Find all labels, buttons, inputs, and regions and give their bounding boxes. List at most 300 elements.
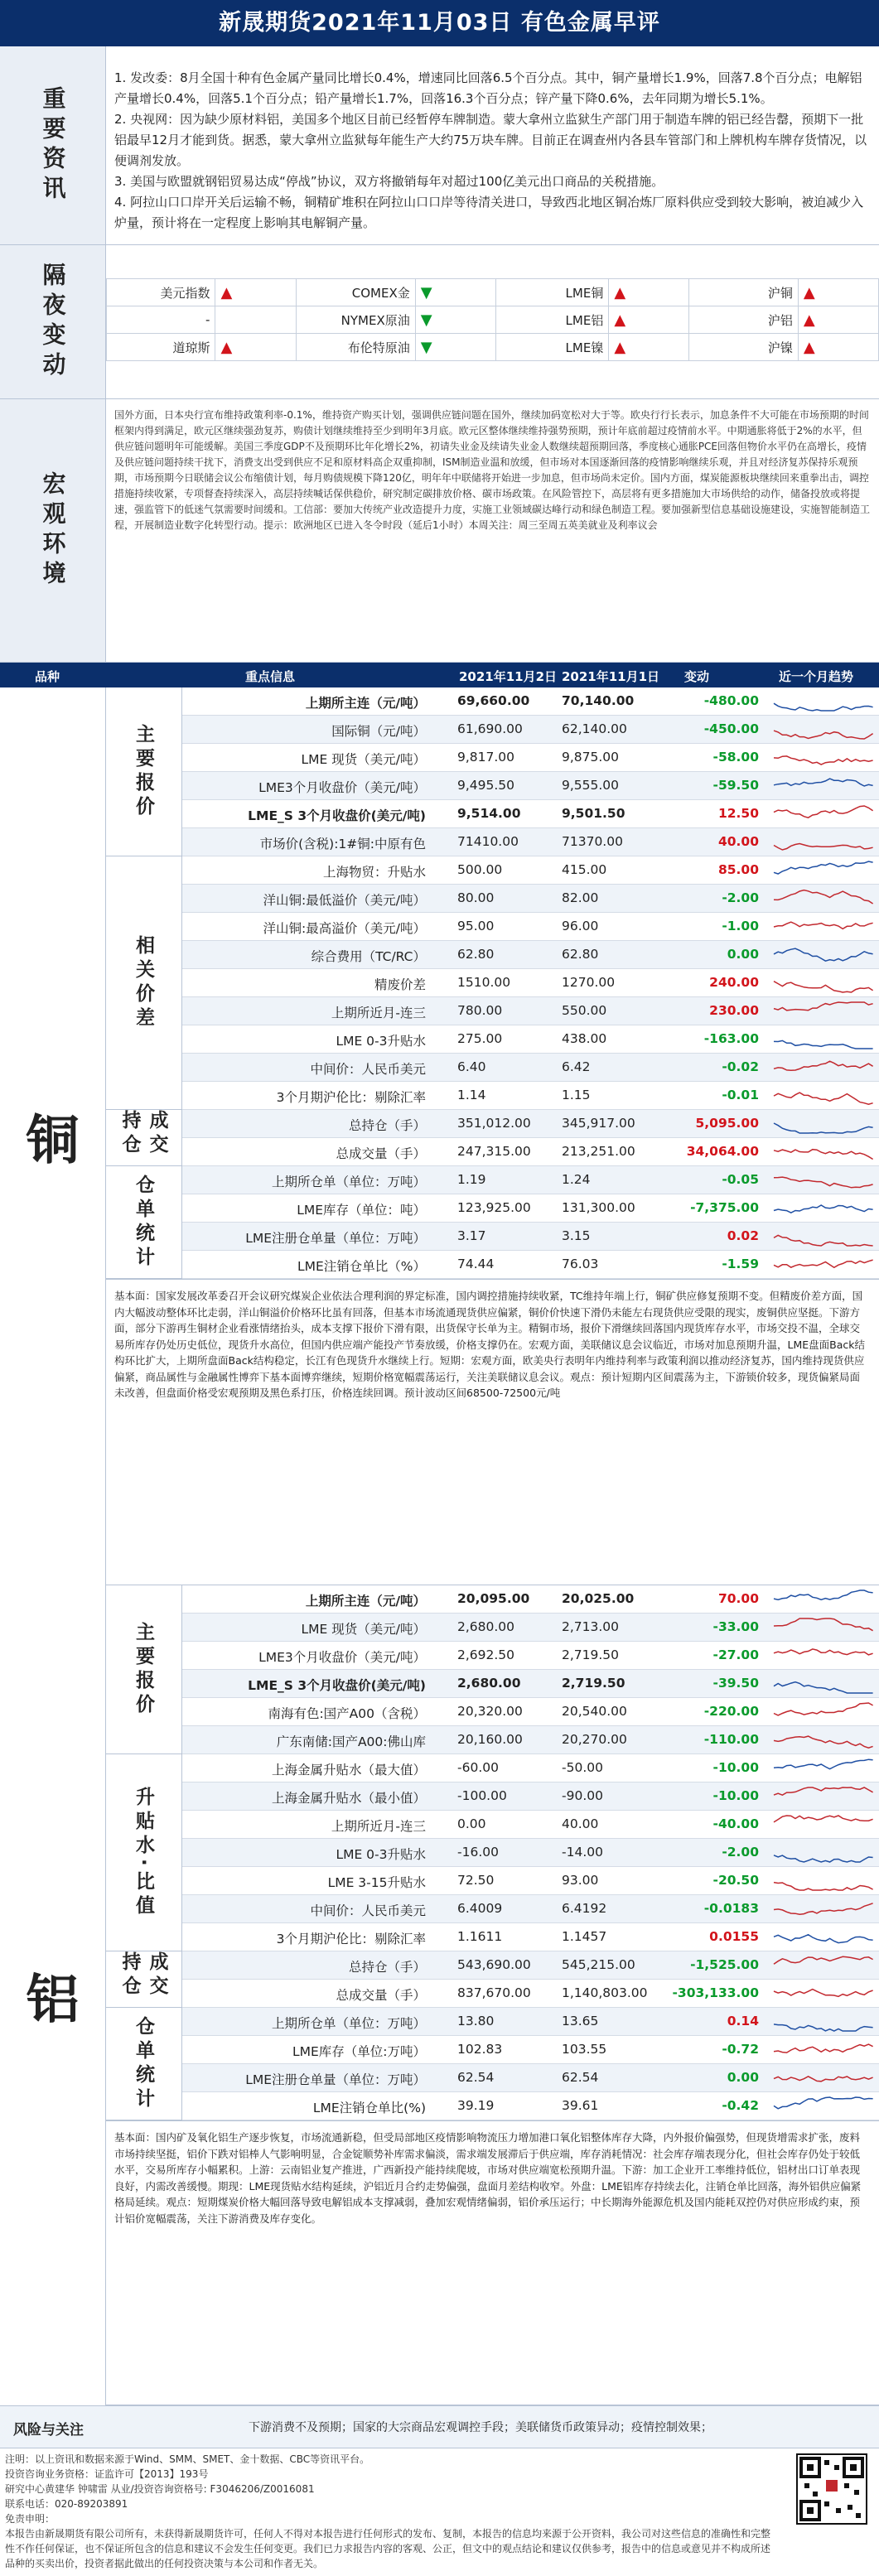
overnight-name: NYMEX原油	[296, 306, 415, 334]
change-value: -2.00	[722, 1845, 759, 1860]
trend-sparkline	[772, 1981, 877, 2006]
value-date1: 275.00	[457, 1031, 503, 1046]
news-side-label: 重要资讯	[0, 46, 106, 244]
trend-sparkline	[772, 1672, 877, 1696]
table-row	[182, 1138, 879, 1166]
up-arrow-icon: ▲	[798, 334, 878, 361]
trend-sparkline	[772, 1615, 877, 1640]
table-row	[182, 772, 879, 800]
row-label: 洋山铜:最低溢价（美元/吨）	[263, 893, 426, 908]
value-date1: 1510.00	[457, 975, 511, 990]
table-row	[182, 1642, 879, 1670]
table-row	[182, 1110, 879, 1138]
row-label: LME3个月收盘价（美元/吨）	[258, 1650, 426, 1665]
footer	[0, 2452, 779, 2571]
table-row	[182, 687, 879, 716]
trend-sparkline	[772, 2038, 877, 2062]
value-date2: 213,251.00	[562, 1144, 635, 1159]
value-date1: 247,315.00	[457, 1144, 531, 1159]
value-date1: 2,692.50	[457, 1647, 515, 1662]
row-label: LME库存（单位：吨）	[297, 1203, 426, 1218]
commentary: 基本面：国内矿及氧化铝生产逐步恢复，市场流通新稳，但受局部地区疫情影响物流压力增加港口氧化铝整体库存大降，内外报价偏强势，但现货增需求扩张，废料市场持续坚挺，铝价下跌对铝棒人气影响明显，合金锭顺势补库需求偏淡，需求端发展滞后于供应端，库存消耗情况：社会库存端表现分化，但社会库存仍处于较低水平，交易所库存小幅累积。上游：云南铝业复产推进，广西新投产能持续爬坡，市场对供应端宽松预期升温。下游：加工企业开工率维持低位，铝材出口订单表现良好，内需改善缓慢。期现：LME现货贴水结构延续，沪铝近月合约走势偏强，盘面月差结构收窄。外盘：LME铝库存持续去化，注销仓单比回落，海外铝供应偏紧格局延续。观点：短期煤炭价格大幅回落导致电解铝成本支撑减弱，叠加宏观情绪偏弱，铝价承压运行；中长期海外能源危机及国内能耗双控仍对供应形成约束，预计铝价宽幅震荡，关注下游消费及库存变化。	[106, 2120, 879, 2405]
value-date2: 345,917.00	[562, 1116, 635, 1131]
row-label: LME注销仓单比（%）	[297, 1259, 426, 1274]
value-date1: 837,670.00	[457, 1985, 531, 2000]
trend-sparkline	[772, 1055, 877, 1080]
group-label: 仓单统计	[106, 1166, 182, 1279]
row-label: LME 3-15升贴水	[327, 1875, 426, 1890]
table-row	[182, 1811, 879, 1839]
trend-sparkline	[772, 971, 877, 996]
value-date1: 95.00	[457, 919, 495, 933]
change-value: 0.00	[727, 947, 759, 962]
change-value: -59.50	[712, 778, 759, 793]
table-row	[182, 1054, 879, 1082]
change-value: -2.00	[722, 890, 759, 905]
change-value: -1.00	[722, 919, 759, 933]
trend-sparkline	[772, 1196, 877, 1221]
value-date2: 1.24	[562, 1172, 591, 1187]
group-label: 相关价差	[106, 856, 182, 1110]
row-label: 上期所主连（元/吨）	[305, 1594, 426, 1609]
value-date1: 9,817.00	[457, 750, 515, 765]
trend-sparkline	[772, 1643, 877, 1668]
table-row	[182, 969, 879, 997]
table-row	[182, 1980, 879, 2008]
footer-line: 投资咨询业务资格：证监许可【2013】193号	[5, 2468, 209, 2480]
trend-sparkline	[772, 1812, 877, 1837]
table-row	[182, 2036, 879, 2064]
trend-sparkline	[772, 1112, 877, 1136]
trend-sparkline	[772, 1027, 877, 1052]
row-label: 总持仓（手）	[348, 1118, 426, 1133]
down-arrow-icon: ▼	[415, 306, 495, 334]
change-value: 85.00	[717, 862, 759, 877]
news-item: 1. 发改委：8月全国十种有色金属产量同比增长0.4%，增速同比回落6.5个百分点。其中，铜产量增长1.9%，回落7.8个百分点；电解铝产量增长0.4%，回落5.1个百分点；铅产量增长1.7%，回落16.3个百分点；锌产量下降0.6%，去年同期为增长5.1%。	[114, 70, 862, 106]
change-value: -0.72	[722, 2042, 759, 2057]
value-date2: 438.00	[562, 1031, 607, 1046]
footer-line: 研究中心黄建华 钟啸雷 从业/投资咨询资格号: F3046206/Z0016081	[5, 2483, 315, 2495]
overnight-name: 沪镍	[689, 334, 798, 361]
trend-sparkline	[772, 1953, 877, 1978]
news-section	[0, 46, 879, 245]
change-value: 230.00	[709, 1003, 759, 1018]
trend-sparkline	[772, 1840, 877, 1865]
value-date2: -14.00	[562, 1845, 603, 1860]
value-date2: 71370.00	[562, 834, 623, 849]
table-row	[182, 1782, 879, 1811]
trend-sparkline	[772, 689, 877, 714]
value-date2: 6.4192	[562, 1901, 607, 1916]
trend-sparkline	[772, 943, 877, 967]
value-date2: 39.61	[562, 2098, 599, 2113]
up-arrow-icon: ▲	[609, 279, 689, 306]
value-date2: 62.80	[562, 947, 599, 962]
row-label: LME注册仓单量（单位：万吨）	[245, 2072, 426, 2087]
change-value: -10.00	[712, 1760, 759, 1775]
group-label: 升贴水·比值	[106, 1754, 182, 1951]
trend-sparkline	[772, 830, 877, 855]
overnight-row	[107, 334, 879, 361]
trend-sparkline	[772, 1140, 877, 1165]
value-date1: 9,514.00	[457, 806, 521, 821]
row-label: 综合费用（TC/RC）	[311, 949, 426, 964]
row-label: 洋山铜:最高溢价（美元/吨）	[263, 921, 426, 936]
overnight-name: 布伦特原油	[296, 334, 415, 361]
overnight-table	[106, 278, 879, 361]
row-label: 总成交量（手）	[336, 1988, 426, 2003]
row-label: 精废价差	[374, 977, 426, 992]
value-date1: 69,660.00	[457, 693, 530, 708]
table-row	[182, 885, 879, 913]
table-row	[182, 800, 879, 828]
change-value: -0.05	[722, 1172, 759, 1187]
row-label: 总成交量（手）	[336, 1146, 426, 1161]
group-label: 主要报价	[106, 1585, 182, 1754]
value-date2: 9,501.50	[562, 806, 625, 821]
news-item: 2. 央视网：因为缺少原材料铝，美国多个地区目前已经暂停车牌制造。蒙大拿州立监狱生产部门用于制造车牌的铝已经告罄，预期下一批铝最早12月才能到货。据悉，蒙大拿州立监狱每年能生产大约75万块车牌。目前正在调查州内各县车管部门和上牌机构车牌存货情况，以便调剂发放。	[114, 112, 867, 168]
group-label: 主要报价	[106, 687, 182, 856]
metal-label: 铜	[0, 687, 106, 1585]
value-date1: 6.4009	[457, 1901, 503, 1916]
news-list	[106, 46, 879, 244]
change-value: -58.00	[712, 750, 759, 765]
row-label: LME 0-3升贴水	[336, 1847, 426, 1862]
value-date1: 2,680.00	[457, 1676, 521, 1691]
overnight-name: LME铜	[495, 279, 609, 306]
change-value: -163.00	[703, 1031, 759, 1046]
row-label: 3个月期沪伦比：剔除汇率	[276, 1090, 426, 1105]
change-value: -303,133.00	[672, 1985, 759, 2000]
value-date2: 9,875.00	[562, 750, 620, 765]
qr-code	[796, 2453, 867, 2525]
row-label: 中间价：人民币美元	[310, 1903, 426, 1918]
table-row	[182, 1726, 879, 1754]
trend-sparkline	[772, 1784, 877, 1809]
row-label: 上期所近月-连三	[331, 1006, 426, 1020]
row-label: 总持仓（手）	[348, 1960, 426, 1975]
table-row	[182, 1223, 879, 1251]
table-row	[182, 716, 879, 744]
table-row	[182, 997, 879, 1025]
up-arrow-icon: ▲	[798, 306, 878, 334]
th-date2: 2021年11月1日	[562, 669, 660, 684]
change-value: -0.02	[722, 1059, 759, 1074]
value-date1: 543,690.00	[457, 1957, 531, 1972]
row-label: LME 现货（美元/吨）	[301, 752, 426, 767]
value-date1: 123,925.00	[457, 1200, 531, 1215]
change-value: -20.50	[712, 1873, 759, 1888]
table-row	[182, 1951, 879, 1980]
table-row	[182, 1698, 879, 1726]
aluminium-block	[0, 1585, 879, 2405]
footer-line: 注明：以上资讯和数据来源于Wind、SMM、SMET、金十数据、CBC等资讯平台。	[5, 2453, 370, 2465]
trend-sparkline	[772, 1756, 877, 1781]
row-label: 上海金属升贴水（最小值）	[271, 1791, 426, 1806]
row-label: 上期所主连（元/吨）	[305, 696, 426, 711]
trend-sparkline	[772, 1728, 877, 1753]
overnight-side-label: 隔夜变动	[0, 245, 106, 398]
news-item: 4. 阿拉山口口岸开关后运输不畅，铜精矿堆积在阿拉山口口岸等待清关进口，导致西北地区铜冶炼厂原料供应受到较大影响，被迫减少入炉量，预计将在一定程度上影响其电解铜产量。	[114, 195, 864, 230]
table-row	[182, 1754, 879, 1782]
value-date1: 2,680.00	[457, 1619, 515, 1634]
trend-sparkline	[772, 886, 877, 911]
value-date1: 1.1611	[457, 1929, 503, 1944]
value-date2: 103.55	[562, 2042, 607, 2057]
macro-side-label: 宏观环境	[0, 399, 106, 662]
value-date2: 9,555.00	[562, 778, 620, 793]
table-row	[182, 1923, 879, 1951]
th-date1: 2021年11月2日	[459, 669, 558, 684]
value-date1: 6.40	[457, 1059, 486, 1074]
metal-label: 铝	[0, 1585, 106, 2405]
value-date1: 72.50	[457, 1873, 495, 1888]
trend-sparkline	[772, 2094, 877, 2119]
value-date2: 3.15	[562, 1228, 591, 1243]
row-label: 上期所仓单（单位：万吨）	[271, 2016, 426, 2031]
trend-sparkline	[772, 858, 877, 883]
footer-line: 免责申明：	[5, 2513, 56, 2525]
table-row	[182, 1867, 879, 1895]
row-label: 上海物贸：升贴水	[322, 865, 426, 880]
value-date2: 1270.00	[562, 975, 616, 990]
value-date1: 3.17	[457, 1228, 486, 1243]
table-header	[0, 663, 879, 687]
value-date2: -90.00	[562, 1788, 603, 1803]
table-row	[182, 941, 879, 969]
value-date2: 93.00	[562, 1873, 599, 1888]
value-date1: 1.19	[457, 1172, 486, 1187]
footer-line: 联系电话：020-89203891	[5, 2498, 128, 2510]
commentary: 基本面：国家发展改革委召开会议研究煤炭企业依法合理利润的界定标准，国内调控措施持续收紧，TC维持年端上行，铜矿供应修复预期不变。但精废价差方面，国内大幅波动整体环比走弱，洋山铜溢价价格环比虽有回落，但基本市场流通现货供应偏紧，铜价价快速下滑仍未能左右现货供应受限的现实，废铜供应坚挺。下游方面，部分下游再生铜材企业看涨情绪抬头，成本支撑下报价下滑有限，出货保守长单为主。精铜市场，报价下滑继续回落国内现货库存水平，市场交投不温，全球交易所库存仍处历史低位，现货升水高位，但国内供应端产能投产节奏放缓，价格支撑仍在。宏观方面，美联储议息会议临近，市场对加息预期升温，LME盘面Back结构环比扩大，上期所盘面Back结构稳定，长江有色现货升水继续上行。短期：宏观方面，欧美央行表明年内维持利率与政策利润以推动经济复苏，国内维持现货供应偏紧，商品属性与金融属性博弈下基本面博弈继续，短期价格宽幅震荡运行，关注美联储议息会议。观点：预计短期内区间震荡为主，下游锁价较多，现货偏紧局面未改善，但盘面价格受宏观预期及黑色系打压，价格连续回调。预计波动区间68500-72500元/吨	[106, 1279, 879, 1585]
change-value: -480.00	[703, 693, 759, 708]
change-value: -7,375.00	[690, 1200, 759, 1215]
table-row	[182, 1194, 879, 1223]
trend-sparkline	[772, 914, 877, 939]
down-arrow-icon: ▼	[415, 334, 495, 361]
table-row	[182, 856, 879, 885]
value-date1: 780.00	[457, 1003, 503, 1018]
value-date1: 20,320.00	[457, 1704, 523, 1719]
change-value: -1,525.00	[690, 1957, 759, 1972]
table-row	[182, 2008, 879, 2036]
row-label: 3个月期沪伦比：剔除汇率	[276, 1932, 426, 1946]
table-row	[182, 1614, 879, 1642]
overnight-name: 沪铜	[689, 279, 798, 306]
value-date2: 62.54	[562, 2070, 599, 2085]
overnight-name: LME铝	[495, 306, 609, 334]
trend-sparkline	[772, 774, 877, 798]
value-date1: 500.00	[457, 862, 503, 877]
group-label: 成交持仓	[106, 1110, 182, 1166]
trend-sparkline	[772, 802, 877, 827]
row-label: LME 现货（美元/吨）	[301, 1622, 426, 1637]
row-label: 上期所仓单（单位：万吨）	[271, 1175, 426, 1189]
trend-sparkline	[772, 745, 877, 770]
value-date1: 62.54	[457, 2070, 495, 2085]
row-label: LME 0-3升贴水	[336, 1034, 426, 1049]
row-label: 上海金属升贴水（最大值）	[271, 1763, 426, 1778]
value-date2: 2,719.50	[562, 1647, 620, 1662]
change-value: -39.50	[712, 1676, 759, 1691]
value-date2: 1,140,803.00	[562, 1985, 648, 2000]
table-row	[182, 1082, 879, 1110]
table-row	[182, 1166, 879, 1194]
table-row	[182, 1670, 879, 1698]
trend-sparkline	[772, 717, 877, 742]
value-date1: 71410.00	[457, 834, 519, 849]
up-arrow-icon: ▲	[609, 306, 689, 334]
row-label: 南海有色:国产A00（含税）	[268, 1706, 426, 1721]
th-product: 品种	[35, 669, 60, 684]
value-date1: 0.00	[457, 1816, 486, 1831]
trend-sparkline	[772, 1925, 877, 1950]
row-label: 中间价：人民币美元	[310, 1062, 426, 1077]
change-value: -450.00	[703, 721, 759, 736]
copper-block	[0, 687, 879, 1585]
value-date1: -100.00	[457, 1788, 507, 1803]
news-item: 3. 美国与欧盟就钢铝贸易达成“停战”协议，双方将撤销每年对超过100亿美元出口商品的关税措施。	[114, 174, 664, 189]
table-row	[182, 1895, 879, 1923]
table-row	[182, 828, 879, 856]
value-date1: 351,012.00	[457, 1116, 531, 1131]
trend-sparkline	[772, 1700, 877, 1725]
risk-row	[0, 2405, 879, 2448]
change-value: 40.00	[717, 834, 759, 849]
value-date1: 80.00	[457, 890, 495, 905]
trend-sparkline	[772, 2066, 877, 2091]
change-value: 0.00	[727, 2070, 759, 2085]
row-label: LME库存（单位:万吨）	[292, 2044, 426, 2059]
change-value: 0.14	[727, 2014, 759, 2028]
row-label: LME_S 3个月收盘价(美元/吨)	[248, 1678, 426, 1693]
change-value: 0.0155	[709, 1929, 759, 1944]
table-row	[182, 1839, 879, 1867]
change-value: -0.0183	[703, 1901, 759, 1916]
down-arrow-icon: ▼	[415, 279, 495, 306]
overnight-name: LME镍	[495, 334, 609, 361]
row-label: 国际铜（元/吨）	[331, 724, 426, 739]
value-date1: 20,095.00	[457, 1591, 530, 1606]
value-date1: 102.83	[457, 2042, 503, 2057]
overnight-name: 道琼斯	[107, 334, 215, 361]
trend-sparkline	[772, 1224, 877, 1249]
change-value: 12.50	[717, 806, 759, 821]
value-date2: 415.00	[562, 862, 607, 877]
value-date2: 550.00	[562, 1003, 607, 1018]
overnight-row	[107, 306, 879, 334]
value-date2: 62,140.00	[562, 721, 627, 736]
value-date2: 76.03	[562, 1257, 599, 1271]
group-label: 成交持仓	[106, 1951, 182, 2008]
value-date2: 20,025.00	[562, 1591, 635, 1606]
change-value: -40.00	[712, 1816, 759, 1831]
value-date1: 39.19	[457, 2098, 495, 2113]
th-change: 变动	[684, 669, 710, 684]
change-value: -220.00	[703, 1704, 759, 1719]
up-arrow-icon: ▲	[798, 279, 878, 306]
risk-label: 风险与关注	[13, 2422, 84, 2439]
trend-sparkline	[772, 1897, 877, 1922]
up-arrow-icon: ▲	[215, 334, 296, 361]
value-date2: 131,300.00	[562, 1200, 635, 1215]
trend-sparkline	[772, 1083, 877, 1108]
value-date2: 13.65	[562, 2014, 599, 2028]
row-label: 市场价(含税):1#铜:中原有色	[259, 837, 426, 851]
value-date1: 61,690.00	[457, 721, 523, 736]
table-row	[182, 1251, 879, 1279]
up-arrow-icon: ▲	[609, 334, 689, 361]
value-date1: 1.14	[457, 1088, 486, 1102]
table-row	[182, 1585, 879, 1614]
value-date2: 20,540.00	[562, 1704, 627, 1719]
overnight-name: 沪铝	[689, 306, 798, 334]
footer-line: 本报告由新晟期货有限公司所有，未获得新晟期货许可，任何人不得对本报告进行任何形式的发布、复制，本报告的信息均来源于公开资料，我公司对这些信息的准确性和完整性不作任何保证，也不保证所包含的信息和建议不会发生任何变更。我们已力求报告内容的客观、公正，但文中的观点结论和建议仅供参考，报告中的信息或意见并不构成所述品种的买卖出价，投资者据此做出的任何投资决策与本公司和作者无关。	[5, 2528, 771, 2569]
group-label: 仓单统计	[106, 2008, 182, 2120]
value-date2: 2,719.50	[562, 1676, 625, 1691]
value-date2: 40.00	[562, 1816, 599, 1831]
change-value: -10.00	[712, 1788, 759, 1803]
change-value: -1.59	[722, 1257, 759, 1271]
macro-text: 国外方面，日本央行宣布维持政策利率-0.1%，维持资产购买计划，强调供应链问题在国外，继续加码宽松对大于等。欧央行行长表示，加息条件不大可能在市场预期的时间框架内得到满足，欧元区继续强劲复苏，购债计划继续维持至少到明年3月底。欧元区整体继续维持强势预期，预计年底前超过疫情前水平。中期通胀将低于2%的水平，但供应链问题明年可能缓解。美国三季度GDP不及预期环比年化增长2%，初请失业金及续请失业金人数继续超预期回落，季度核心通胀PCE回落但物价水平仍在高增长，疫情及供应链问题持续干扰下，消费支出受到供应不足和原材料高企双重抑制，ISM制造业温和放缓，但市场对本国逐渐回落的疫情影响继续乐观，并且对经济复苏保持乐观预期，市场预期今日联储会议公布缩债计划，每月购债规模下降120亿，明年年中联储将开始进一步加息，但市场尚未定价。国内方面，煤炭能源板块继续回来重拳出击，调控措施持续收紧，专项督查持续深入，高层持续喊话保供稳价，研究制定碳排放价格、碳市场政策。在风险管控下，高层将有更多措施加大市场供给的动作，储备投放或将提速，强监管下的低迷气氛需要时间缓和。工信部：要加大传统产业改造提升力度，实施工业领域碳达峰行动和绿色制造工程。要加强新型信息基础设施建设，实施智能制造工程，开展制造业数字化转型行动。提示：欧洲地区已进入冬令时段（延后1小时）本周关注：周三至周五英美就业及利率议会	[114, 409, 871, 531]
trend-sparkline	[772, 2009, 877, 2034]
value-date2: 96.00	[562, 919, 599, 933]
overnight-section	[0, 245, 879, 399]
change-value: -110.00	[703, 1732, 759, 1747]
value-date2: 82.00	[562, 890, 599, 905]
change-value: 5,095.00	[695, 1116, 759, 1131]
overnight-name: 美元指数	[107, 279, 215, 306]
change-value: 240.00	[709, 975, 759, 990]
change-value: -0.42	[722, 2098, 759, 2113]
value-date1: 20,160.00	[457, 1732, 523, 1747]
change-value: 70.00	[717, 1591, 759, 1606]
row-label: 广东南储:国产A00:佛山库	[276, 1734, 426, 1749]
value-date2: 1.15	[562, 1088, 591, 1102]
table-row	[182, 2092, 879, 2120]
value-date1: 74.44	[457, 1257, 495, 1271]
row-label: LME注册仓单量（单位：万吨）	[245, 1231, 426, 1246]
th-item: 重点信息	[245, 669, 296, 684]
table-row	[182, 744, 879, 772]
value-date2: 70,140.00	[562, 693, 635, 708]
value-date1: 9,495.50	[457, 778, 515, 793]
value-date1: 62.80	[457, 947, 495, 962]
table-row	[182, 2064, 879, 2092]
value-date2: 6.42	[562, 1059, 591, 1074]
value-date2: 2,713.00	[562, 1619, 620, 1634]
overnight-name: COMEX金	[296, 279, 415, 306]
value-date2: 1.1457	[562, 1929, 607, 1944]
value-date1: -60.00	[457, 1760, 499, 1775]
trend-sparkline	[772, 1869, 877, 1893]
change-value: -33.00	[712, 1619, 759, 1634]
value-date2: -50.00	[562, 1760, 603, 1775]
trend-sparkline	[772, 1252, 877, 1277]
row-label: LME_S 3个月收盘价(美元/吨)	[248, 808, 426, 823]
blank-cell	[215, 306, 296, 334]
trend-sparkline	[772, 1168, 877, 1193]
row-label: LME3个月收盘价（美元/吨）	[258, 780, 426, 795]
overnight-name: -	[107, 306, 215, 334]
change-value: -0.01	[722, 1088, 759, 1102]
trend-sparkline	[772, 999, 877, 1024]
macro-section	[0, 399, 879, 663]
page-title: 新晟期货2021年11月03日 有色金属早评	[0, 0, 879, 46]
value-date2: 545,215.00	[562, 1957, 635, 1972]
overnight-row	[107, 279, 879, 306]
change-value: 34,064.00	[686, 1144, 759, 1159]
